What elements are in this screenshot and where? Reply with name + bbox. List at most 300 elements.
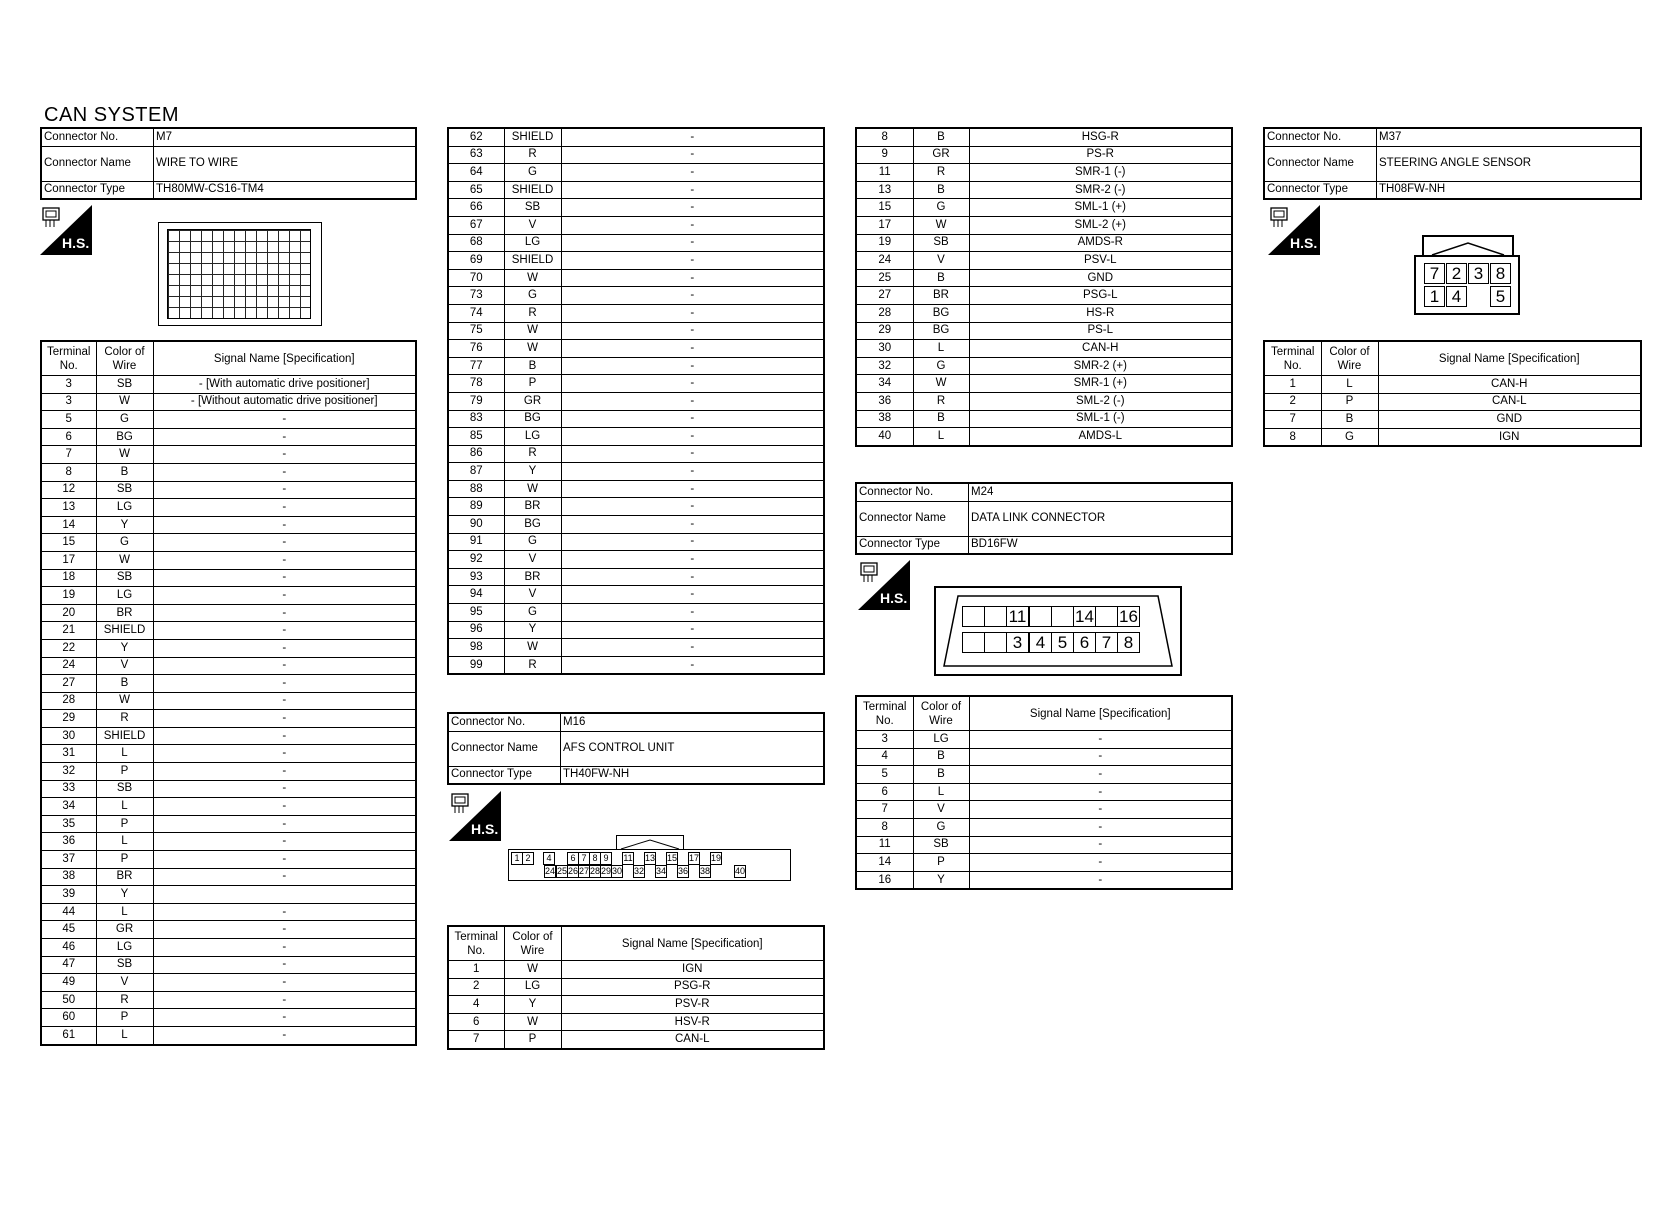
table-row <box>41 1009 416 1027</box>
m37-connector-latch <box>1422 235 1514 257</box>
signal-name-cell: - <box>153 974 416 992</box>
wire-color-cell: W <box>96 446 153 464</box>
signal-name-cell: - <box>153 446 416 464</box>
signal-name-cell: - <box>153 956 416 974</box>
m37-connector-type: TH08FW-NH <box>1377 181 1642 199</box>
terminal-no-cell: 12 <box>41 481 96 499</box>
m16-connector-type: TH40FW-NH <box>561 766 825 784</box>
signal-name-cell: - <box>969 783 1232 801</box>
m24-pin-empty <box>984 632 1007 653</box>
table-row <box>1264 393 1641 411</box>
table-row <box>448 961 824 979</box>
page-title: CAN SYSTEM <box>44 104 180 126</box>
table-row <box>448 533 824 551</box>
hs-icon <box>1268 205 1320 255</box>
terminal-no-cell: 17 <box>856 216 913 234</box>
wire-color-cell: R <box>913 164 969 182</box>
m24-connector-name: DATA LINK CONNECTOR <box>969 501 1233 536</box>
terminal-no-cell: 4 <box>448 996 504 1014</box>
m16-connector-latch <box>616 835 684 850</box>
wire-color-cell: LG <box>504 978 561 996</box>
terminal-no-cell: 46 <box>41 939 96 957</box>
wire-color-cell: R <box>504 146 561 164</box>
signal-name-cell: - <box>561 340 824 358</box>
m24-pin-empty <box>984 606 1007 627</box>
wire-color-cell: SB <box>504 199 561 217</box>
terminal-no-cell: 90 <box>448 516 504 534</box>
table-row <box>856 836 1232 854</box>
connector-name-label: Connector Name <box>41 146 154 181</box>
m16-terminal-table-continued <box>855 127 1233 447</box>
signal-name-cell: - <box>969 748 1232 766</box>
m24-pin: 5 <box>1051 632 1074 653</box>
wire-color-cell: B <box>96 675 153 693</box>
wire-color-cell: V <box>504 551 561 569</box>
wire-color-cell: P <box>96 851 153 869</box>
table-row <box>448 128 824 146</box>
terminal-no-cell: 2 <box>1264 393 1321 411</box>
signal-name-cell: - <box>561 128 824 146</box>
color-of-wire-header: Color of Wire <box>913 696 969 731</box>
terminal-no-cell: 92 <box>448 551 504 569</box>
wire-color-cell: Y <box>96 886 153 904</box>
signal-name-cell: - [With automatic drive positioner] <box>153 376 416 394</box>
terminal-no-cell: 6 <box>448 1013 504 1031</box>
signal-name-cell: - <box>153 727 416 745</box>
table-row <box>856 731 1232 749</box>
wire-color-cell: Y <box>96 639 153 657</box>
signal-name-cell: - <box>561 252 824 270</box>
terminal-no-header: Terminal No. <box>448 926 504 961</box>
wire-color-cell: W <box>504 269 561 287</box>
terminal-no-cell: 22 <box>41 639 96 657</box>
table-row <box>41 903 416 921</box>
m16-pin: 25 <box>557 866 568 876</box>
connector-no-label: Connector No. <box>1264 128 1377 146</box>
wire-color-cell: W <box>96 692 153 710</box>
signal-name-cell: - <box>969 836 1232 854</box>
wire-color-cell: BG <box>96 428 153 446</box>
terminal-no-cell: 99 <box>448 656 504 674</box>
table-row <box>856 854 1232 872</box>
wire-color-cell: LG <box>504 234 561 252</box>
m24-terminal-table <box>855 695 1233 890</box>
signal-name-cell: AMDS-L <box>969 428 1232 446</box>
table-row <box>856 801 1232 819</box>
wire-color-cell: SB <box>96 569 153 587</box>
m16-connector-face <box>508 835 791 881</box>
wire-color-cell: R <box>504 445 561 463</box>
terminal-no-cell: 34 <box>856 375 913 393</box>
wire-color-cell: V <box>504 216 561 234</box>
table-row <box>41 851 416 869</box>
table-row <box>856 216 1232 234</box>
signal-name-cell: - <box>153 534 416 552</box>
wire-color-cell: P <box>96 1009 153 1027</box>
table-row <box>41 710 416 728</box>
wire-color-cell: Y <box>504 621 561 639</box>
signal-name-cell: - <box>153 1009 416 1027</box>
terminal-no-cell: 9 <box>856 146 913 164</box>
wire-color-cell: B <box>913 748 969 766</box>
m16-pin: 6 <box>567 852 579 865</box>
table-row <box>41 639 416 657</box>
wire-color-cell: GR <box>96 921 153 939</box>
wire-color-cell: BG <box>504 516 561 534</box>
m37-pin: 7 <box>1424 263 1445 284</box>
table-row <box>856 146 1232 164</box>
signal-name-cell: - <box>561 357 824 375</box>
terminal-no-cell: 67 <box>448 216 504 234</box>
signal-name-cell: - <box>561 146 824 164</box>
m24-pin: 11 <box>1006 606 1029 627</box>
terminal-no-cell: 5 <box>856 766 913 784</box>
signal-name-cell: - <box>153 516 416 534</box>
signal-name-cell: - <box>561 656 824 674</box>
wire-color-cell: B <box>913 128 969 146</box>
table-row <box>448 304 824 322</box>
signal-name-cell: - <box>153 710 416 728</box>
terminal-no-cell: 5 <box>41 411 96 429</box>
terminal-no-cell: 61 <box>41 1026 96 1044</box>
terminal-no-cell: 14 <box>856 854 913 872</box>
connector-type-label: Connector Type <box>856 536 969 554</box>
wire-color-cell: L <box>96 798 153 816</box>
signal-name-cell: - <box>153 587 416 605</box>
signal-name-cell: - <box>561 287 824 305</box>
m16-pin: 19 <box>711 853 722 863</box>
terminal-no-cell: 15 <box>856 199 913 217</box>
table-row <box>448 480 824 498</box>
terminal-no-cell: 66 <box>448 199 504 217</box>
signal-name-header: Signal Name [Specification] <box>1378 341 1641 376</box>
terminal-no-cell: 19 <box>41 587 96 605</box>
color-of-wire-header: Color of Wire <box>1321 341 1378 376</box>
table-row <box>448 656 824 674</box>
signal-name-cell: - <box>153 622 416 640</box>
terminal-no-cell: 7 <box>856 801 913 819</box>
connector-no-label: Connector No. <box>41 128 154 146</box>
table-row <box>1264 411 1641 429</box>
terminal-no-cell: 6 <box>856 783 913 801</box>
m16-pin: 30 <box>612 866 623 876</box>
table-row <box>448 287 824 305</box>
signal-name-cell: - <box>561 621 824 639</box>
signal-name-cell: CAN-H <box>969 340 1232 358</box>
signal-name-cell: - <box>561 604 824 622</box>
table-row <box>448 375 824 393</box>
terminal-no-cell: 27 <box>856 287 913 305</box>
terminal-no-cell: 8 <box>856 128 913 146</box>
wire-color-cell: G <box>504 604 561 622</box>
terminal-no-cell: 20 <box>41 604 96 622</box>
table-row <box>856 252 1232 270</box>
m16-pin: 28 <box>590 866 601 876</box>
terminal-no-cell: 32 <box>41 763 96 781</box>
signal-name-cell: PS-R <box>969 146 1232 164</box>
signal-name-cell: HSV-R <box>561 1013 824 1031</box>
signal-name-cell: - <box>153 428 416 446</box>
wire-color-cell: BR <box>504 568 561 586</box>
terminal-no-cell: 95 <box>448 604 504 622</box>
signal-name-cell: PSG-L <box>969 287 1232 305</box>
signal-name-cell: - <box>561 551 824 569</box>
terminal-no-cell: 33 <box>41 780 96 798</box>
signal-name-cell: PS-L <box>969 322 1232 340</box>
m16-pin: 24 <box>545 866 556 876</box>
m16-pin: 7 <box>578 852 590 865</box>
wire-color-cell: G <box>504 533 561 551</box>
table-row <box>856 375 1232 393</box>
connector-name-label: Connector Name <box>856 501 969 536</box>
wire-color-cell: G <box>913 199 969 217</box>
wire-color-cell: W <box>913 216 969 234</box>
wire-color-cell: V <box>913 252 969 270</box>
table-row <box>41 727 416 745</box>
signal-name-cell: - <box>561 445 824 463</box>
m16-pin: 27 <box>579 866 590 876</box>
table-row <box>41 745 416 763</box>
table-row <box>448 568 824 586</box>
table-row <box>448 551 824 569</box>
wire-color-cell: W <box>504 639 561 657</box>
signal-name-cell: - <box>561 586 824 604</box>
table-row <box>41 393 416 411</box>
m16-pin: 8 <box>589 852 601 865</box>
signal-name-cell: - <box>969 854 1232 872</box>
wire-color-cell: P <box>96 763 153 781</box>
m24-pin-empty <box>1095 606 1118 627</box>
signal-name-cell: - <box>153 499 416 517</box>
terminal-no-cell: 15 <box>41 534 96 552</box>
table-row <box>856 234 1232 252</box>
signal-name-cell: - <box>153 569 416 587</box>
table-row <box>856 181 1232 199</box>
terminal-no-cell: 79 <box>448 392 504 410</box>
terminal-no-cell: 83 <box>448 410 504 428</box>
m37-pin: 8 <box>1490 263 1511 284</box>
terminal-no-cell: 49 <box>41 974 96 992</box>
wire-color-cell: P <box>96 815 153 833</box>
m24-pin: 8 <box>1117 632 1140 653</box>
terminal-no-cell: 96 <box>448 621 504 639</box>
table-row <box>41 499 416 517</box>
table-row <box>41 376 416 394</box>
table-row <box>41 868 416 886</box>
terminal-no-cell: 27 <box>41 675 96 693</box>
m24-connector-face <box>934 586 1182 676</box>
wire-color-cell: B <box>913 269 969 287</box>
terminal-no-cell: 17 <box>41 551 96 569</box>
wire-color-cell: P <box>913 854 969 872</box>
m7-connector-type: TH80MW-CS16-TM4 <box>154 181 417 199</box>
table-row <box>41 921 416 939</box>
m37-terminal-table <box>1263 340 1642 447</box>
table-row <box>41 798 416 816</box>
table-row <box>41 780 416 798</box>
signal-name-cell: - <box>969 871 1232 889</box>
table-row <box>41 1026 416 1044</box>
signal-name-cell: - <box>561 639 824 657</box>
table-row <box>856 428 1232 446</box>
terminal-no-cell: 34 <box>41 798 96 816</box>
table-row <box>856 783 1232 801</box>
table-row <box>856 871 1232 889</box>
wire-color-cell: V <box>96 657 153 675</box>
wire-color-cell: LG <box>913 731 969 749</box>
table-row <box>41 886 416 904</box>
table-row <box>856 340 1232 358</box>
terminal-no-cell: 40 <box>856 428 913 446</box>
terminal-no-cell: 63 <box>448 146 504 164</box>
signal-name-cell: - <box>153 921 416 939</box>
terminal-no-cell: 21 <box>41 622 96 640</box>
table-row <box>41 991 416 1009</box>
wire-color-cell: SHIELD <box>96 622 153 640</box>
signal-name-cell: - <box>561 410 824 428</box>
terminal-no-cell: 73 <box>448 287 504 305</box>
m16-pin: 13 <box>645 853 656 863</box>
terminal-no-cell: 1 <box>1264 376 1321 394</box>
signal-name-cell: - <box>153 411 416 429</box>
table-row <box>448 357 824 375</box>
signal-name-cell: IGN <box>1378 428 1641 446</box>
terminal-no-cell: 86 <box>448 445 504 463</box>
signal-name-cell: CAN-L <box>561 1031 824 1049</box>
table-row <box>1264 428 1641 446</box>
wire-color-cell: W <box>504 480 561 498</box>
table-row <box>448 498 824 516</box>
signal-name-cell: HSG-R <box>969 128 1232 146</box>
wire-color-cell: LG <box>96 499 153 517</box>
table-row <box>41 763 416 781</box>
signal-name-cell: - <box>561 463 824 481</box>
signal-name-cell: - <box>153 481 416 499</box>
m7-pin-cells <box>168 230 310 318</box>
signal-name-cell: CAN-L <box>1378 393 1641 411</box>
wire-color-cell: R <box>913 392 969 410</box>
terminal-no-cell: 2 <box>448 978 504 996</box>
table-row <box>856 322 1232 340</box>
terminal-no-cell: 93 <box>448 568 504 586</box>
wire-color-cell: P <box>504 375 561 393</box>
hs-label: H.S. <box>880 590 908 606</box>
wire-color-cell: Y <box>504 996 561 1014</box>
m24-pin: 14 <box>1073 606 1096 627</box>
wire-color-cell: W <box>913 375 969 393</box>
m16-pin: 26 <box>568 866 579 876</box>
table-row <box>41 692 416 710</box>
wire-color-cell: BR <box>96 604 153 622</box>
table-row <box>856 392 1232 410</box>
signal-name-cell: - <box>153 851 416 869</box>
terminal-no-cell: 47 <box>41 956 96 974</box>
signal-name-cell: - <box>561 375 824 393</box>
table-row <box>41 604 416 622</box>
m37-info-block <box>1263 127 1642 200</box>
signal-name-cell: - <box>153 657 416 675</box>
m7-info-block <box>40 127 417 200</box>
signal-name-cell: - <box>561 428 824 446</box>
signal-name-cell: - <box>153 798 416 816</box>
wire-color-cell: SHIELD <box>504 128 561 146</box>
wire-color-cell: GR <box>504 392 561 410</box>
wire-color-cell: B <box>913 410 969 428</box>
table-row <box>41 956 416 974</box>
signal-name-cell: - <box>153 692 416 710</box>
wire-color-cell: R <box>96 991 153 1009</box>
table-row <box>448 269 824 287</box>
table-row <box>41 516 416 534</box>
table-row <box>41 587 416 605</box>
table-row <box>41 463 416 481</box>
terminal-no-cell: 11 <box>856 164 913 182</box>
signal-name-cell: PSV-R <box>561 996 824 1014</box>
signal-name-cell: SMR-2 (+) <box>969 357 1232 375</box>
table-row <box>41 569 416 587</box>
wire-color-cell: P <box>1321 393 1378 411</box>
wire-color-cell: V <box>913 801 969 819</box>
table-row <box>41 411 416 429</box>
terminal-no-cell: 62 <box>448 128 504 146</box>
signal-name-cell: - <box>153 551 416 569</box>
signal-name-cell: SMR-2 (-) <box>969 181 1232 199</box>
terminal-no-cell: 88 <box>448 480 504 498</box>
signal-name-cell: - <box>561 269 824 287</box>
wire-color-cell: W <box>96 393 153 411</box>
m24-connector-outline <box>936 588 1180 674</box>
signal-name-cell: - <box>153 604 416 622</box>
wire-color-cell: V <box>96 974 153 992</box>
table-row <box>41 446 416 464</box>
terminal-no-cell: 77 <box>448 357 504 375</box>
signal-name-header: Signal Name [Specification] <box>969 696 1232 731</box>
terminal-no-cell: 91 <box>448 533 504 551</box>
signal-name-header: Signal Name [Specification] <box>153 341 416 376</box>
m16-connector-name: AFS CONTROL UNIT <box>561 731 825 766</box>
wire-color-cell: SB <box>913 234 969 252</box>
table-row <box>1264 376 1641 394</box>
wire-color-cell: L <box>913 783 969 801</box>
terminal-no-cell: 44 <box>41 903 96 921</box>
hs-icon <box>449 791 501 841</box>
signal-name-cell: - <box>969 731 1232 749</box>
signal-name-cell: - <box>153 763 416 781</box>
wire-color-cell: LG <box>504 428 561 446</box>
m24-pin-empty <box>1051 606 1074 627</box>
wire-color-cell: L <box>96 833 153 851</box>
table-row <box>448 392 824 410</box>
signal-name-cell: - <box>153 1026 416 1044</box>
terminal-no-cell: 31 <box>41 745 96 763</box>
connector-type-label: Connector Type <box>1264 181 1377 199</box>
terminal-no-cell: 38 <box>856 410 913 428</box>
terminal-no-cell: 36 <box>41 833 96 851</box>
table-row <box>448 216 824 234</box>
wire-color-cell: Y <box>913 871 969 889</box>
signal-name-cell: - <box>153 833 416 851</box>
table-row <box>448 428 824 446</box>
signal-name-cell <box>153 886 416 904</box>
wire-color-cell: GR <box>913 146 969 164</box>
table-row <box>448 445 824 463</box>
m37-pin: 4 <box>1446 286 1467 307</box>
signal-name-cell: SML-2 (-) <box>969 392 1232 410</box>
m16-terminal-table <box>447 925 825 1050</box>
m24-pin-empty <box>962 632 985 653</box>
table-row <box>41 675 416 693</box>
signal-name-cell: - <box>561 516 824 534</box>
